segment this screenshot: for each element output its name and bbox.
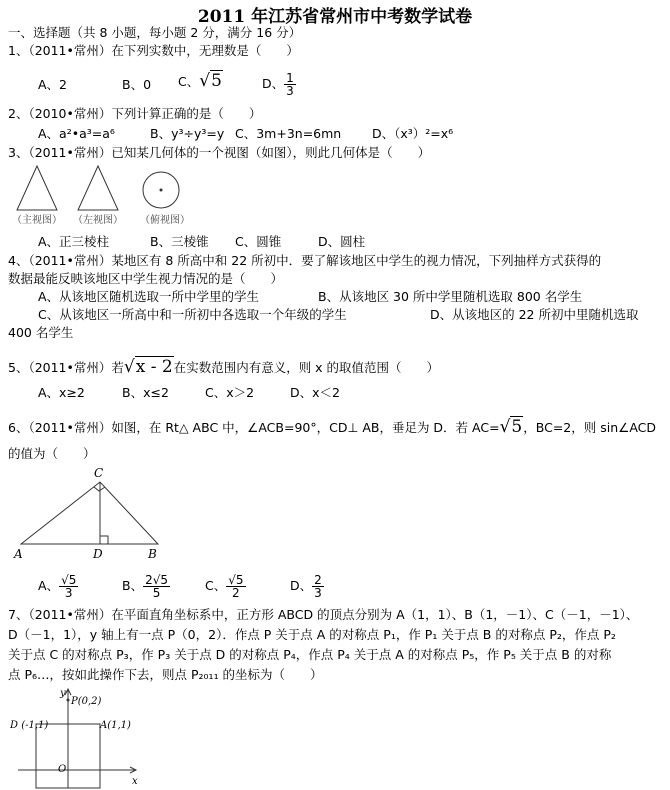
q4-option-b: B、从该地区 30 所中学里随机选取 800 名学生	[318, 289, 583, 304]
q6-option-d-label: D、	[290, 578, 313, 593]
q5-stem-suffix: 在实数范围内有意义，则 x 的取值范围（ ）	[173, 360, 440, 375]
q5-stem-prefix: 5、（2011•常州）若	[8, 360, 124, 375]
q4-option-a: A、从该地区随机选取一所中学里的学生	[38, 289, 260, 304]
vertex-label-b: B	[148, 547, 157, 561]
q1-option-c	[178, 72, 223, 91]
q6-option-c	[205, 574, 246, 599]
q6-option-a-fraction	[59, 574, 78, 599]
q6-option-b	[122, 574, 170, 599]
right-angle-mark-d	[100, 536, 108, 544]
q3-option-a: A、正三棱柱	[38, 234, 110, 249]
q6-option-b-denominator: 5	[152, 586, 161, 600]
q6-stem-line1	[8, 418, 656, 437]
q3-front-view-caption: （主视图）	[12, 215, 62, 226]
q6-option-c-fraction	[226, 574, 245, 599]
q6-option-c-denominator: 2	[232, 586, 240, 600]
q1-option-c-radicand: 5	[211, 71, 222, 91]
q4-option-d-continued: 400 名学生	[8, 325, 74, 340]
q6-stem-suffix: ，BC=2，则 sin∠ACD	[523, 420, 657, 435]
q1-option-d-label: D、	[262, 76, 285, 91]
q6-stem-prefix: 6、（2011•常州）如图，在 Rt△ ABC 中，∠ACB=90°，CD⊥ AB，垂足为 D．若 AC=	[8, 420, 500, 435]
q4-stem-line2: 数据最能反映该地区中学生视力情况的是（ ）	[8, 271, 284, 286]
q1-stem: 1、（2011•常州）在下列实数中，无理数是（ ）	[8, 43, 299, 58]
q3-top-view-caption: （俯视图）	[140, 215, 190, 226]
q4-option-d: D、从该地区的 22 所初中里随机选取	[430, 307, 639, 322]
q3-option-b: B、三棱锥	[150, 234, 209, 249]
q2-option-b: B、y³÷y³=y	[150, 126, 225, 141]
point-p-label: P(0,2)	[71, 696, 102, 707]
q3-stem: 3、（2011•常州）已知某几何体的一个视图（如图），则此几何体是（ ）	[8, 145, 431, 160]
q5-option-d: D、x＜2	[290, 385, 340, 400]
q2-option-a: A、a²•a³=a⁶	[38, 126, 115, 141]
q6-option-a-label: A、	[38, 578, 60, 593]
origin-label: O	[58, 764, 67, 775]
q6-option-d-numerator: 2	[314, 573, 322, 587]
q1-option-b: B、0	[122, 77, 152, 92]
q5-option-c: C、x＞2	[205, 385, 255, 400]
q1-option-c-sqrt: √5	[199, 71, 222, 91]
side-view-triangle	[78, 166, 118, 210]
q1-option-d	[262, 72, 296, 97]
q6-option-d-fraction	[312, 574, 324, 599]
q1-option-d-fraction	[284, 72, 296, 97]
q1-option-d-denominator: 3	[286, 84, 294, 98]
q2-stem: 2、（2010•常州）下列计算正确的是（ ）	[8, 106, 262, 121]
top-view-center-dot	[160, 189, 163, 192]
q1-option-a: A、2	[38, 77, 68, 92]
point-a-label: A(1,1)	[100, 720, 131, 731]
section-heading: 一、选择题（共 8 小题，每小题 2 分，满分 16 分）	[8, 25, 302, 40]
q6-option-a-denominator: 3	[64, 586, 73, 600]
q6-option-c-label: C、	[205, 578, 227, 593]
q6-option-a-numerator: √5	[61, 573, 77, 587]
q7-coordinate-figure	[8, 684, 158, 790]
q2-option-c: C、3m+3n=6mn	[235, 126, 342, 141]
q7-stem-line1: 7、（2011•常州）在平面直角坐标系中，正方形 ABCD 的顶点分别为 A（1，1）、B（1，－1）、C（－1，－1）、	[8, 607, 639, 622]
q7-stem-line2: D（－1，1），y 轴上有一点 P（0，2）．作点 P 关于点 A 的对称点 P₁，作 P₁ 关于点 B 的对称点 P₂，作点 P₂	[8, 627, 616, 642]
q6-stem-sqrt: √5	[499, 417, 523, 437]
triangle-abc	[21, 482, 158, 544]
q6-stem-radicand: 5	[511, 417, 523, 437]
q6-option-a	[38, 574, 78, 599]
q7-stem-line4: 点 P₆…，按如此操作下去，则点 P₂₀₁₁ 的坐标为（ ）	[8, 667, 323, 682]
q2-option-d: D、（x³）²=x⁶	[372, 126, 454, 141]
point-p	[67, 699, 70, 702]
q6-right-triangle-figure	[8, 464, 178, 564]
q6-option-b-numerator: 2√5	[145, 573, 168, 587]
q1-option-d-numerator: 1	[286, 71, 294, 85]
vertex-label-c: C	[94, 466, 104, 480]
q4-stem-line1: 4、（2011•常州）某地区有 8 所高中和 22 所初中．要了解该地区中学生的视力情况，下列抽样方式获得的	[8, 253, 602, 268]
x-axis-label: x	[132, 776, 138, 787]
q5-option-b: B、x≤2	[122, 385, 169, 400]
q6-option-b-label: B、	[122, 578, 144, 593]
q5-stem-radicand: x - 2	[135, 357, 173, 377]
q6-stem-line2: 的值为（ ）	[8, 446, 96, 461]
q3-option-c: C、圆锥	[235, 234, 282, 249]
q1-option-c-label: C、	[178, 74, 200, 89]
vertex-label-d: D	[93, 547, 103, 561]
y-axis-label: y	[60, 688, 66, 699]
q5-stem-sqrt: √x - 2	[123, 357, 173, 377]
q5-stem	[8, 358, 439, 377]
q4-option-c: C、从该地区一所高中和一所初中各选取一个年级的学生	[38, 307, 347, 322]
page-title: 2011 年江苏省常州市中考数学试卷	[197, 7, 473, 27]
vertex-label-a: A	[14, 547, 23, 561]
q6-option-d	[290, 574, 324, 599]
q6-option-b-fraction	[143, 574, 170, 599]
q6-option-d-denominator: 3	[314, 586, 322, 600]
front-view-triangle	[17, 166, 57, 210]
q6-option-c-numerator: √5	[228, 573, 244, 587]
q3-option-d: D、圆柱	[318, 234, 366, 249]
q3-side-view-caption: （左视图）	[73, 215, 123, 226]
point-d-label: D (-1,1)	[10, 720, 49, 731]
q5-option-a: A、x≥2	[38, 385, 85, 400]
q7-stem-line3: 关于点 C 的对称点 P₃，作 P₃ 关于点 D 的对称点 P₄，作点 P₄ 关于点 A 的对称点 P₅，作 P₅ 关于点 B 的对称	[8, 647, 612, 662]
